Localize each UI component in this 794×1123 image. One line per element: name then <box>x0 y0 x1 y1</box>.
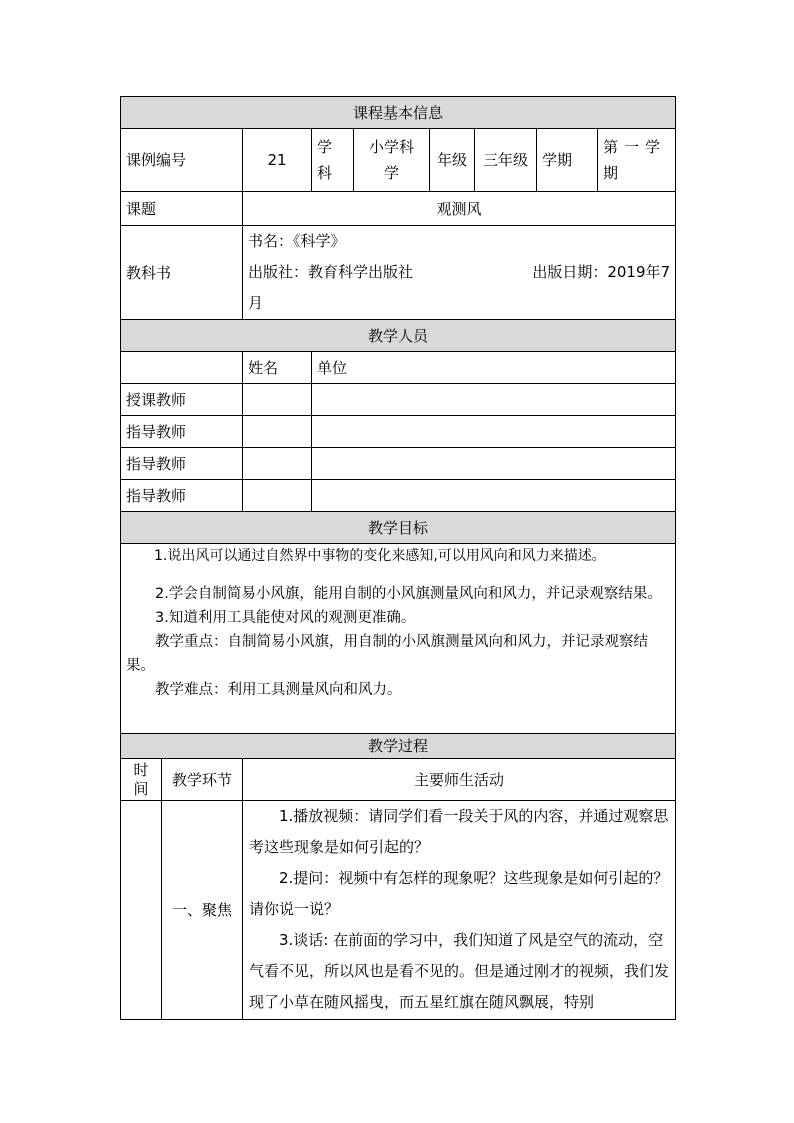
term-label: 学期 <box>537 129 598 192</box>
publish-date: 出版日期：2019年7 <box>532 263 671 281</box>
subject-label: 学 科 <box>312 129 354 192</box>
topic-label: 课题 <box>121 192 243 226</box>
staff-row <box>121 448 676 480</box>
staff-unit-cell <box>312 416 676 448</box>
lesson-plan-table <box>120 96 676 1020</box>
subject-value: 小学科 学 <box>354 129 430 192</box>
staff-row <box>121 384 676 416</box>
process-col-stage: 教学环节 <box>162 759 243 801</box>
staff-name-cell <box>243 448 312 480</box>
publish-date-cont: 月 <box>248 294 264 312</box>
book-name: 书名：《科学》 <box>248 232 346 250</box>
section-header-staff: 教学人员 <box>121 320 676 352</box>
staff-row <box>121 480 676 512</box>
process-col-time: 时 间 <box>121 759 162 801</box>
staff-name-cell <box>243 416 312 448</box>
staff-unit-cell <box>312 480 676 512</box>
objective-1: 1.说出风可以通过自然界中事物的变化来感知,可以用风向和风力来描述。 <box>154 548 606 564</box>
textbook-label: 教科书 <box>121 226 243 320</box>
objective-2: 2.学会自制简易小风旗，能用自制的小风旗测量风向和风力，并记录观察结果。 <box>155 586 662 602</box>
section-header-process: 教学过程 <box>121 734 676 759</box>
grade-value: 三年级 <box>475 129 537 192</box>
key-point: 教学重点：自制简易小风旗，用自制的小风旗测量风向和风力，并记录观察结果。 <box>126 634 648 674</box>
staff-name-cell <box>243 384 312 416</box>
staff-role: 指导教师 <box>121 448 243 480</box>
course-id-label: 课例编号 <box>121 129 243 192</box>
staff-col-unit: 单位 <box>312 352 676 384</box>
staff-row <box>121 416 676 448</box>
activity-3: 3.谈话: 在前面的学习中，我们知道了风是空气的流动，空气看不见，所以风也是看不见的。但是通过刚才的视频，我们发现了小草在随风摇曳，而五星红旗在随风飘展，特别 <box>249 931 670 1011</box>
staff-header-blank <box>121 352 243 384</box>
topic-value: 观测风 <box>243 192 676 226</box>
activity-2: 2.提问：视频中有怎样的现象呢？这些现象是如何引起的？请你说一说？ <box>249 869 669 918</box>
textbook-info <box>243 226 676 320</box>
objectives-body <box>121 544 676 734</box>
difficulty: 教学难点：利用工具测量风向和风力。 <box>155 682 402 698</box>
staff-role: 指导教师 <box>121 416 243 448</box>
objective-3: 3.知道利用工具能使对风的观测更准确。 <box>155 610 416 626</box>
staff-unit-cell <box>312 448 676 480</box>
section-header-course-info: 课程基本信息 <box>121 97 676 129</box>
staff-role: 指导教师 <box>121 480 243 512</box>
staff-name-cell <box>243 480 312 512</box>
process-col-activity: 主要师生活动 <box>243 759 676 801</box>
publisher: 出版社：教育科学出版社 <box>248 263 414 281</box>
process-activities <box>243 801 676 1020</box>
course-id-value: 21 <box>243 129 312 192</box>
staff-role: 授课教师 <box>121 384 243 416</box>
section-header-objectives: 教学目标 <box>121 512 676 544</box>
process-time-cell <box>121 801 162 1020</box>
staff-col-name: 姓名 <box>243 352 312 384</box>
process-stage-1: 一、聚焦 <box>162 801 243 1020</box>
staff-unit-cell <box>312 384 676 416</box>
term-value: 第一学 期 <box>598 129 676 192</box>
activity-1: 1.播放视频：请同学们看一段关于风的内容，并通过观察思考这些现象是如何引起的？ <box>249 807 669 856</box>
grade-label: 年级 <box>430 129 475 192</box>
